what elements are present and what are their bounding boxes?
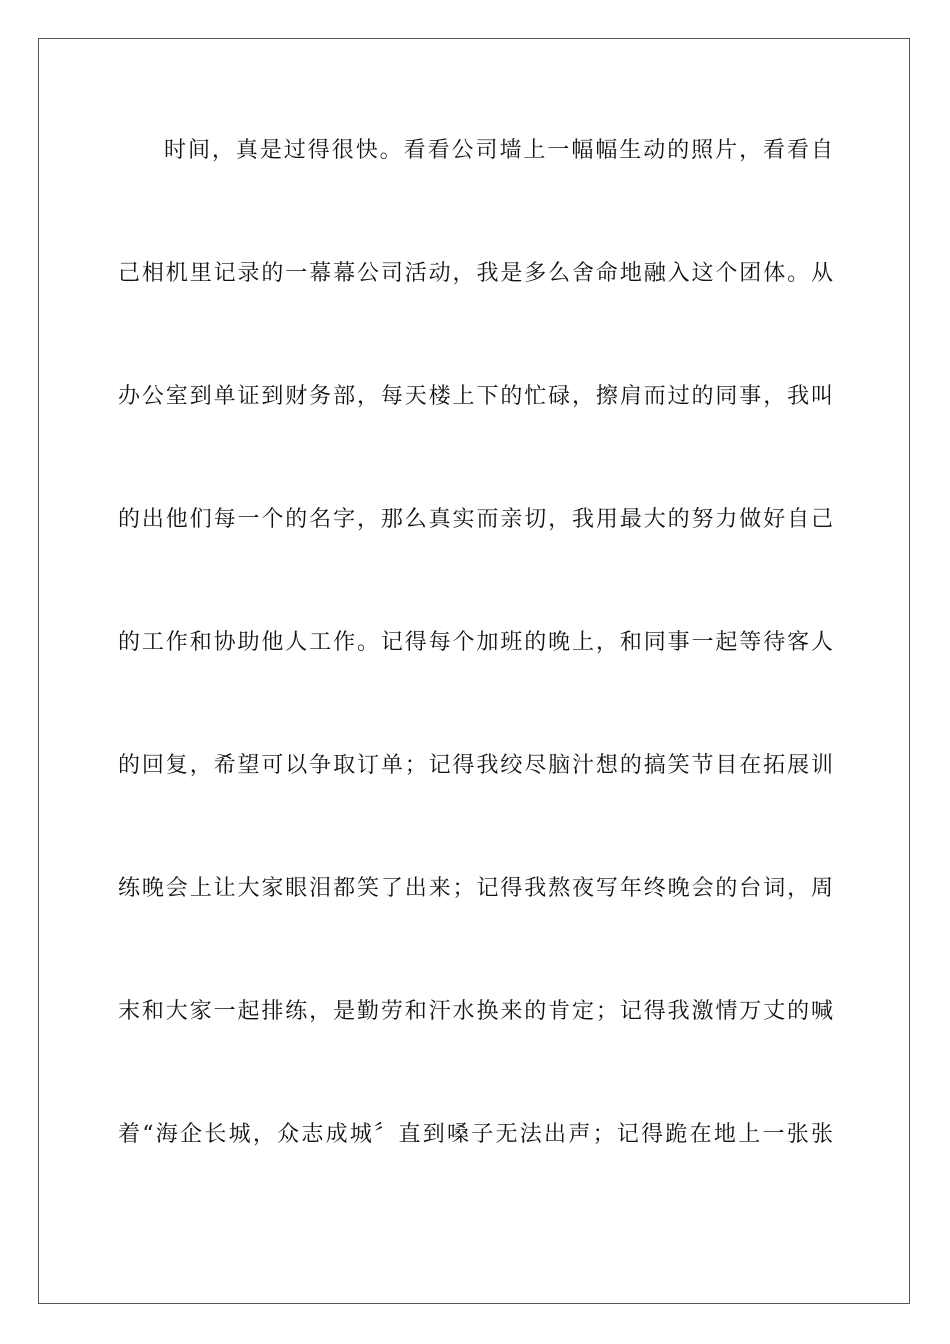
paragraph-line-5: 的工作和协助他人工作。记得每个加班的晚上，和同事一起等待客人 xyxy=(118,630,833,655)
page-border xyxy=(38,38,910,1304)
paragraph-line-9: 着“海企长城，众志成城〞直到嗓子无法出声；记得跪在地上一张张 xyxy=(118,1122,833,1147)
paragraph-line-4: 的出他们每一个的名字，那么真实而亲切，我用最大的努力做好自己 xyxy=(118,507,833,532)
paragraph-line-1: 时间，真是过得很快。看看公司墙上一幅幅生动的照片，看看自 xyxy=(164,138,833,163)
paragraph-line-3: 办公室到单证到财务部，每天楼上下的忙碌，擦肩而过的同事，我叫 xyxy=(118,384,833,409)
paragraph-line-7: 练晚会上让大家眼泪都笑了出来；记得我熬夜写年终晚会的台词，周 xyxy=(118,876,833,901)
paragraph-line-8: 末和大家一起排练，是勤劳和汗水换来的肯定；记得我激情万丈的喊 xyxy=(118,999,833,1024)
paragraph-line-2: 己相机里记录的一幕幕公司活动，我是多么舍命地融入这个团体。从 xyxy=(118,261,833,286)
paragraph-line-6: 的回复，希望可以争取订单；记得我绞尽脑汁想的搞笑节目在拓展训 xyxy=(118,753,833,778)
